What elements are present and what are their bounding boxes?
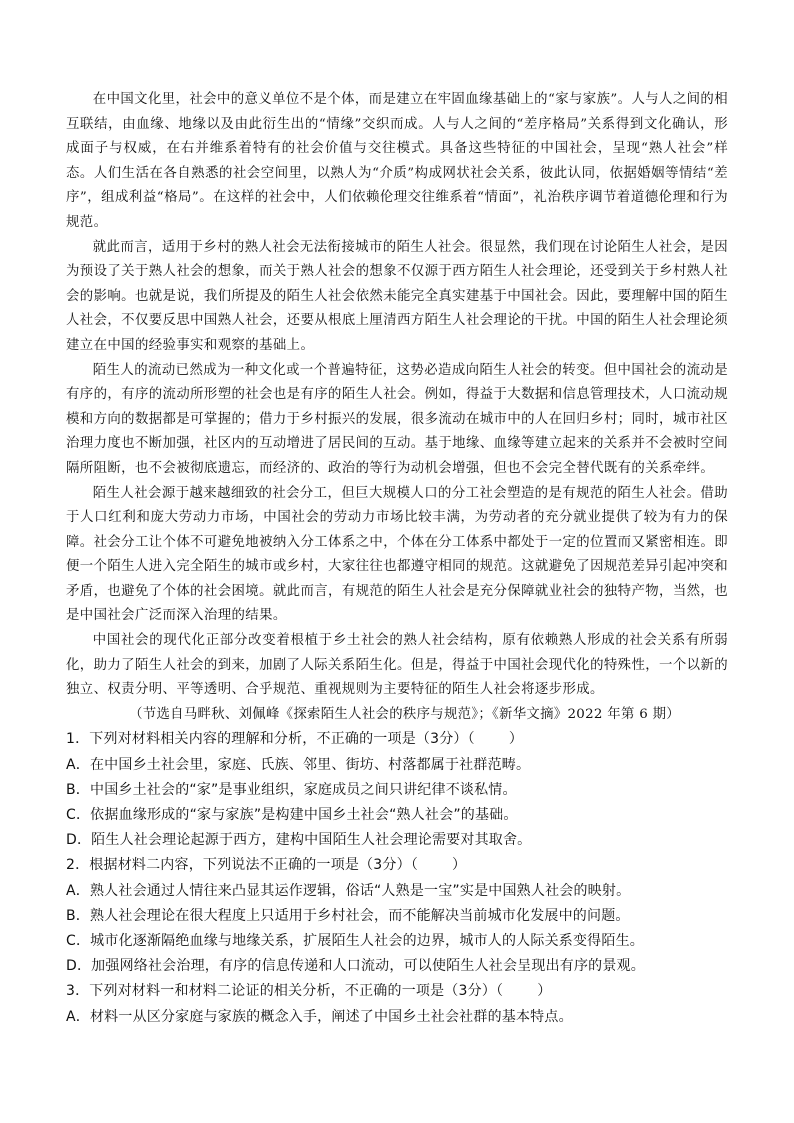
question-stem-text: 2．根据材料二内容，下列说法不正确的一项是（3分）（ xyxy=(66,857,419,874)
option-b: B．中国乡土社会的“家”是事业组织，家庭成员之间只讲纪律不谈私情。 xyxy=(66,781,517,798)
question-1 xyxy=(66,727,728,853)
question-stem xyxy=(66,853,728,878)
question-stem xyxy=(66,979,728,1004)
question-stem-end: ） xyxy=(452,857,467,874)
passage-paragraph-4: 陌生人社会源于越来越细致的社会分工，但巨大规模人口的分工社会塑造的是有规范的陌生人社会。借助于人口红利和庞大劳动力市场，中国社会的劳动力市场比较丰满，为劳动者的充分就业提供了较为有力的保障。社会分工让个体不可避免地被纳入分工体系之中，个体在分工体系中都处于一定的位置而又紧密相连。即便一个陌生人进入完全陌生的城市或乡村，大家往往也都遵守相同的规范。这就避免了因规范差异引起冲突和矛盾，也避免了个体的社会困境。就此而言，有规范的陌生人社会是充分保障就业社会的独特产物，当然，也是中国社会广泛而深入治理的结果。 xyxy=(66,485,728,624)
question-stem-text: 1．下列对材料相关内容的理解和分析，不正确的一项是（3分）（ xyxy=(66,731,475,748)
question-stem xyxy=(66,727,728,752)
option-a: A．在中国乡土社会里，家庭、氏族、邻里、街坊、村落都属于社群范畴。 xyxy=(66,756,531,773)
option-d: D．加强网络社会治理，有序的信息传递和人口流动，可以使陌生人社会呈现出有序的景观。 xyxy=(66,958,645,975)
reading-passage xyxy=(66,88,728,727)
passage-source: （节选自马畔秋、刘佩峰《探索陌生人社会的秩序与规范》；《新华文摘》2022 年第 6 期） xyxy=(129,706,680,722)
option-c: C．城市化逐渐隔绝血缘与地缘关系，扩展陌生人社会的边界，城市人的人际关系变得陌生。 xyxy=(66,933,644,950)
option-a: A．材料一从区分家庭与家族的概念入手，阐述了中国乡土社会社群的基本特点。 xyxy=(66,1008,573,1025)
option-c: C．依据血缘形成的“家与家族”是构建中国乡土社会“熟人社会”的基础。 xyxy=(66,807,518,824)
passage-paragraph-5: 中国社会的现代化正部分改变着根植于乡土社会的熟人社会结构，原有依赖熟人形成的社会关系有所弱化，助力了陌生人社会的到来，加剧了人际关系陌生化。但是，得益于中国社会现代化的特殊性，一个以新的独立、权责分明、平等透明、合乎规范、重视规则为主要特征的陌生人社会将逐步形成。 xyxy=(66,633,728,698)
option-a: A．熟人社会通过人情往来凸显其运作逻辑，俗话“人熟是一宝”实是中国熟人社会的映射。 xyxy=(66,882,631,899)
passage-paragraph-2: 就此而言，适用于乡村的熟人社会无法衔接城市的陌生人社会。很显然，我们现在讨论陌生人社会，是因为预设了关于熟人社会的想象，而关于熟人社会的想象不仅源于西方陌生人社会理论，还受到关于乡村熟人社会的影响。也就是说，我们所提及的陌生人社会依然未能完全真实建基于中国社会。因此，要理解中国的陌生人社会，不仅要反思中国熟人社会，还要从根底上厘清西方陌生人社会理论的干扰。中国的陌生人社会理论须建立在中国的经验事实和观察的基础上。 xyxy=(66,239,728,353)
option-d: D．陌生人社会理论起源于西方，建构中国陌生人社会理论需要对其取舍。 xyxy=(66,832,532,849)
question-stem-text: 3．下列对材料一和材料二论证的相关分析，不正确的一项是（3分）（ xyxy=(66,983,504,1000)
passage-paragraph-1: 在中国文化里，社会中的意义单位不是个体，而是建立在牢固血缘基础上的“家与家族”。人与人之间的相互联结，由血缘、地缘以及由此衍生出的“情缘”交织而成。人与人之间的“差序格局”关系得到文化确认，形成面子与权威，在右并维系着特有的社会价值与交往模式。具备这些特征的中国社会，呈现“熟人社会”样态。人们生活在各自熟悉的社会空间里，以熟人为“介质”构成网状社会关系，彼此认同，依据婚姻等情结“差序”，组成利益“格局”。在这样的社会中，人们依赖伦理交往维系着“情面”，礼治秩序调节着道德伦理和行为规范。 xyxy=(66,92,728,230)
question-2 xyxy=(66,853,728,979)
question-3 xyxy=(66,979,728,1029)
passage-paragraph-3: 陌生人的流动已然成为一种文化或一个普遍特征，这势必造成向陌生人社会的转变。但中国社会的流动是有序的，有序的流动所形塑的社会也是有序的陌生人社会。例如，得益于大数据和信息管理技术，人口流动规模和方向的数据都是可掌握的；借力于乡村振兴的发展，很多流动在城市中的人在回归乡村；同时，城市社区治理力度也不断加强，社区内的互动增进了居民间的互动。基于地缘、血缘等建立起来的关系并不会被时空间隔所阻断，也不会被彻底遗忘，而经济的、政治的等行为动机会增强，但也不会完全替代既有的关系牵绊。 xyxy=(66,362,728,476)
option-b: B．熟人社会理论在很大程度上只适用于乡村社会，而不能解决当前城市化发展中的问题。 xyxy=(66,907,630,924)
question-stem-end: ） xyxy=(508,731,524,748)
question-stem-end: ） xyxy=(537,983,552,1000)
